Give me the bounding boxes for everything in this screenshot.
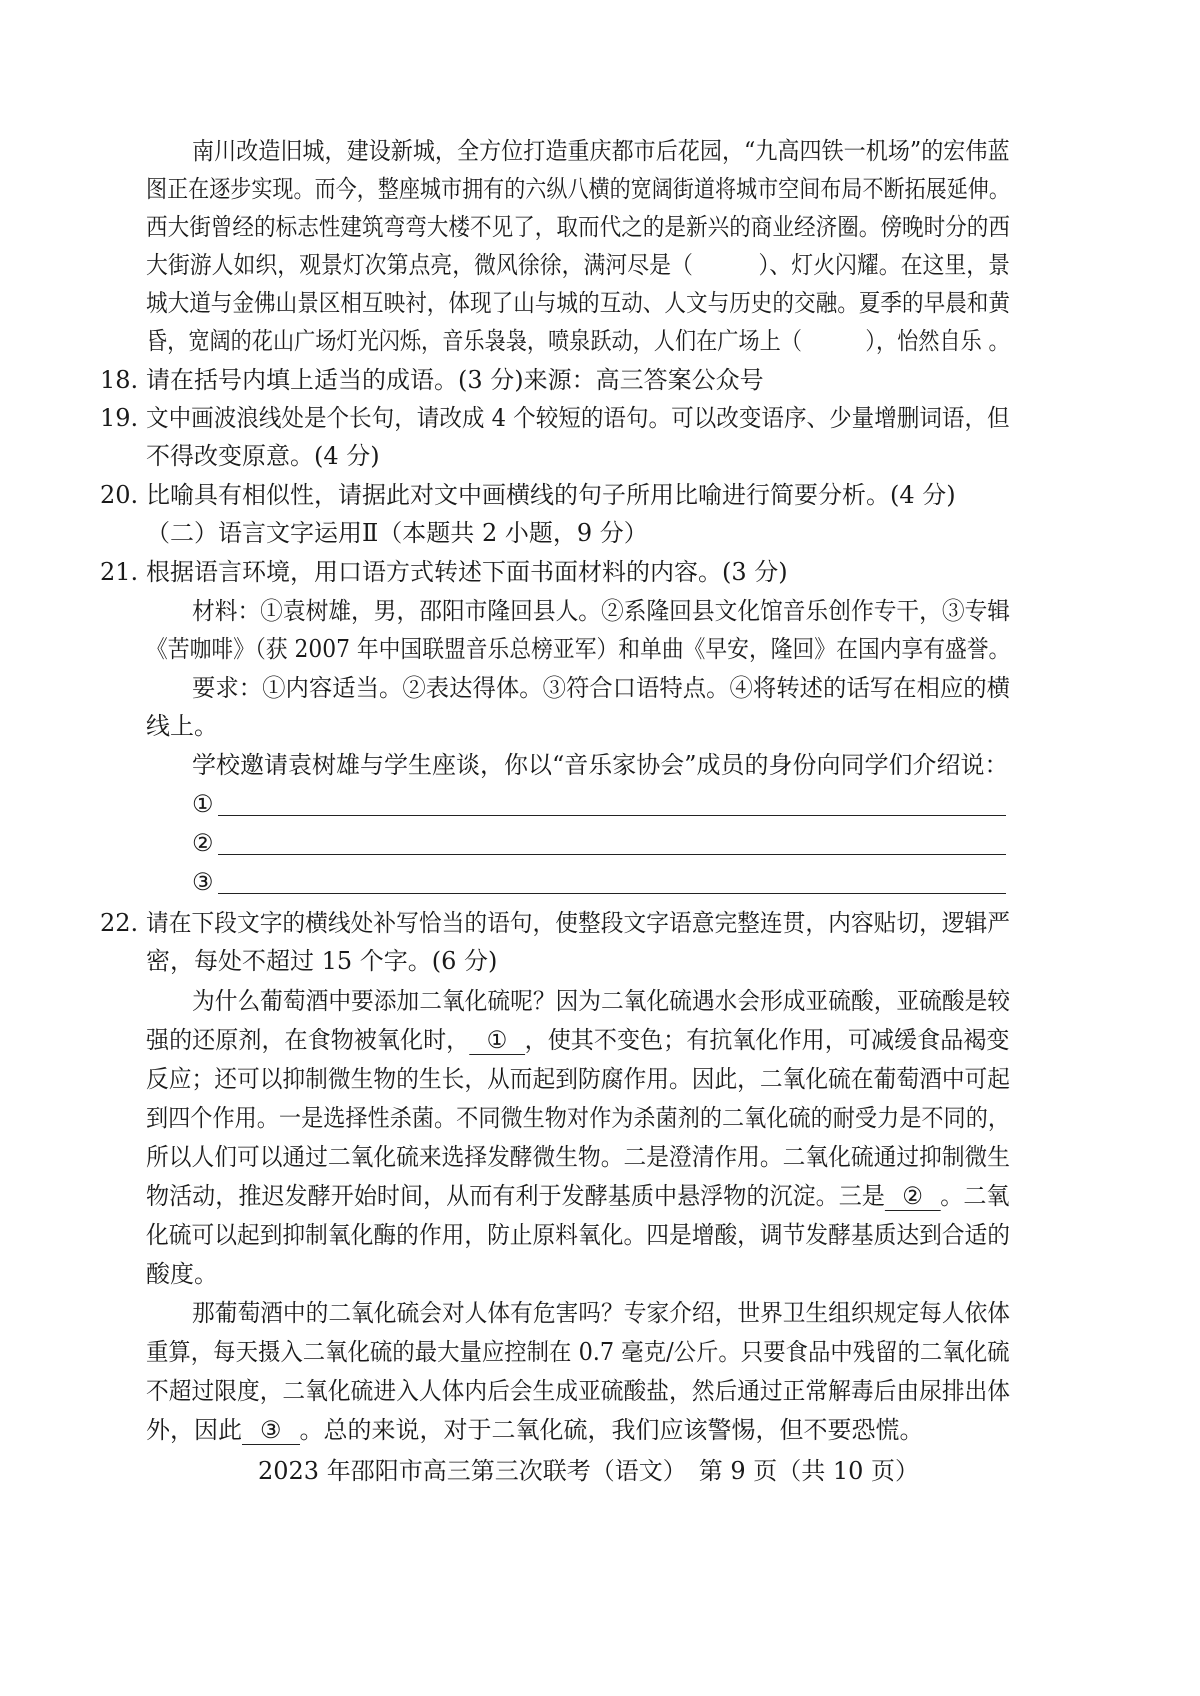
answer-marker-3: ③ (192, 868, 214, 896)
q21-material-1: 材料：①袁树雄，男，邵阳市隆回县人。②系隆回县文化馆音乐创作专干，③专辑 (192, 597, 1011, 625)
answer-marker-2: ② (192, 829, 214, 857)
q18-text: 请在括号内填上适当的成语。(3 分)来源：高三答案公众号 (146, 366, 764, 394)
passage-line-6: 昏，宽阔的花山广场灯光闪烁，音乐袅袅，喷泉跃动，人们在广场上（ ），怡然自乐 。 (146, 327, 1010, 355)
passage-line-1: 南川改造旧城，建设新城，全方位打造重庆都市后花园，“九高四铁一机场”的宏伟蓝 (192, 137, 1010, 165)
q21-prompt: 学校邀请袁树雄与学生座谈，你以“音乐家协会”成员的身份向同学们介绍说： (192, 751, 1009, 779)
q22-para1-line-8: 酸度。 (146, 1260, 218, 1288)
q22-para1-line-2 (146, 1025, 1009, 1055)
q22-para1-line-2b: ，使其不变色；有抗氧化作用，可减缓食品褐变 (524, 1026, 1010, 1054)
answer-line-2[interactable] (218, 854, 1006, 855)
q19-text-2: 不得改变原意。(4 分) (146, 442, 380, 470)
q18-number: 18. (100, 366, 139, 394)
blank-3-marker[interactable]: ③ (242, 1416, 300, 1445)
blank-1-marker[interactable]: ① (469, 1026, 524, 1055)
q22-para2-line-4b: 。总的来说，对于二氧化硫，我们应该警惕，但不要恐慌。 (299, 1416, 924, 1444)
q22-para1-line-6 (146, 1181, 1009, 1211)
q22-para1-line-4: 到四个作用。一是选择性杀菌。不同微生物对作为杀菌剂的二氧化硫的耐受力是不同的， (146, 1104, 1011, 1132)
q22-para1-line-6a: 物活动，推迟发酵开始时间，从而有利于发酵基质中悬浮物的沉淀。三是 (146, 1182, 885, 1210)
q21-material-2: 《苦咖啡》（获 2007 年中国联盟音乐总榜亚军）和单曲《早安，隆回》在国内享有盛誉。 (146, 635, 1011, 663)
section-title: （二）语言文字运用Ⅱ（本题共 2 小题，9 分） (146, 519, 648, 547)
answer-line-3[interactable] (218, 893, 1006, 894)
q22-para2-line-4a: 外，因此 (146, 1416, 242, 1444)
q21-number: 21. (100, 558, 139, 586)
q20-text: 比喻具有相似性，请据此对文中画横线的句子所用比喻进行简要分析。(4 分) (146, 481, 956, 509)
q22-para1-line-6b: 。二氧 (940, 1182, 1010, 1210)
q22-text-1: 请在下段文字的横线处补写恰当的语句，使整段文字语意完整连贯，内容贴切，逻辑严 (146, 909, 1011, 937)
q19-text-1: 文中画波浪线处是个长句，请改成 4 个较短的语句。可以改变语序、少量增删词语，但 (146, 404, 1010, 432)
q22-para1-line-3: 反应；还可以抑制微生物的生长，从而起到防腐作用。因此，二氧化硫在葡萄酒中可起 (146, 1065, 1011, 1093)
q21-requirement-1: 要求：①内容适当。②表达得体。③符合口语特点。④将转述的话写在相应的横 (192, 674, 1010, 702)
answer-marker-1: ① (192, 790, 214, 818)
q22-para2-line-4 (146, 1415, 924, 1445)
q22-para1-line-1: 为什么葡萄酒中要添加二氧化硫呢？因为二氧化硫遇水会形成亚硫酸，亚硫酸是较 (192, 987, 1011, 1015)
q22-number: 22. (100, 909, 139, 937)
q22-para2-line-3: 不超过限度，二氧化硫进入人体内后会生成亚硫酸盐，然后通过正常解毒后由尿排出体 (146, 1377, 1011, 1405)
q22-para2-line-1: 那葡萄酒中的二氧化硫会对人体有危害吗？专家介绍，世界卫生组织规定每人依体 (192, 1299, 1011, 1327)
passage-line-5: 城大道与金佛山景区相互映衬，体现了山与城的互动、人文与历史的交融。夏季的早晨和黄 (146, 289, 1010, 317)
q22-para1-line-5: 所以人们可以通过二氧化硫来选择发酵微生物。二是澄清作用。二氧化硫通过抑制微生 (146, 1143, 1011, 1171)
passage-line-3: 西大街曾经的标志性建筑弯弯大楼不见了，取而代之的是新兴的商业经济圈。傍晚时分的西 (146, 213, 1010, 241)
q22-text-2: 密，每处不超过 15 个字。(6 分) (146, 947, 498, 975)
q21-text: 根据语言环境，用口语方式转述下面书面材料的内容。(3 分) (146, 558, 788, 586)
passage-line-2: 图正在逐步实现。而今，整座城市拥有的六纵八横的宽阔街道将城市空间布局不断拓展延伸。 (146, 175, 1010, 203)
blank-2-marker[interactable]: ② (885, 1182, 940, 1211)
passage-line-4: 大街游人如织，观景灯次第点亮，微风徐徐，满河尽是（ ）、灯火闪耀。在这里，景 (146, 251, 1011, 279)
q22-para1-line-2a: 强的还原剂，在食物被氧化时， (146, 1026, 470, 1054)
q22-para1-line-7: 化硫可以起到抑制氧化酶的作用，防止原料氧化。四是增酸，调节发酵基质达到合适的 (146, 1221, 1011, 1249)
q21-requirement-2: 线上。 (146, 712, 218, 740)
q19-number: 19. (100, 404, 139, 432)
answer-line-1[interactable] (218, 815, 1006, 816)
page-footer: 2023 年邵阳市高三第三次联考（语文） 第 9 页（共 10 页） (258, 1457, 920, 1485)
q20-number: 20. (100, 481, 139, 509)
q22-para2-line-2: 重算，每天摄入二氧化硫的最大量应控制在 0.7 毫克/公斤。只要食品中残留的二氧化硫 (146, 1338, 1010, 1366)
